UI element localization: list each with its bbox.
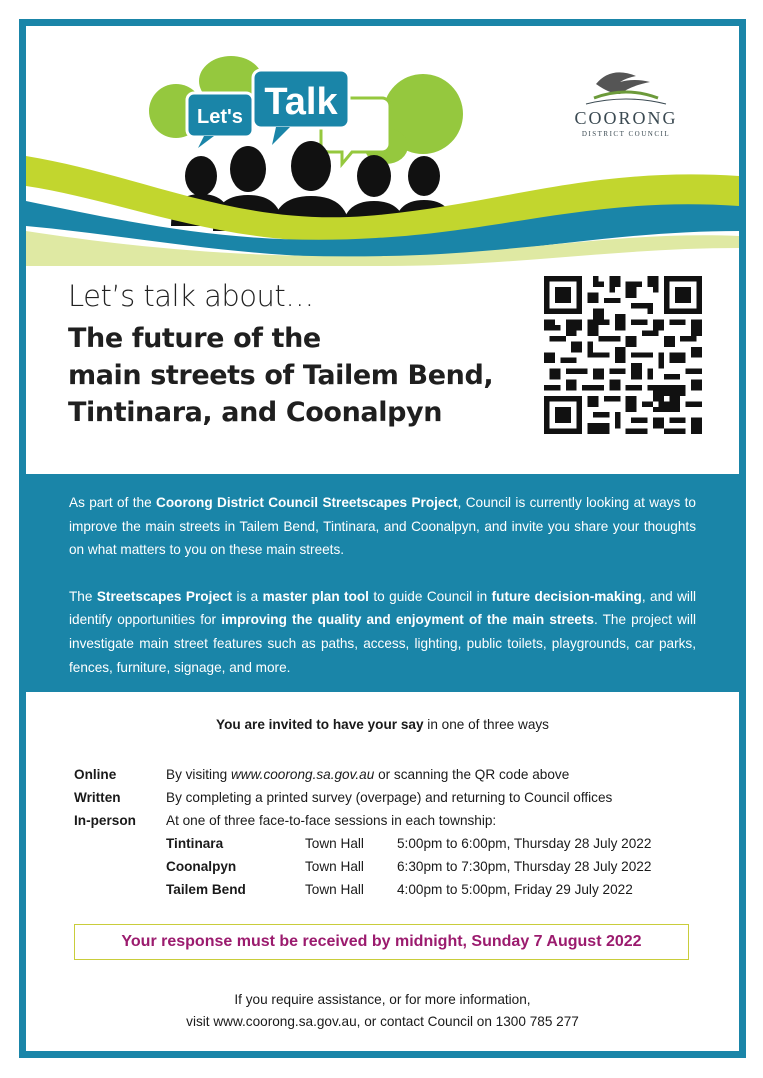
session-time: 5:00pm to 6:00pm, Thursday 28 July 2022 [397, 836, 652, 851]
ways-list [74, 763, 714, 901]
way-text: At one of three face-to-face sessions in each township: [166, 813, 497, 828]
session-row [166, 832, 714, 855]
sessions-table [166, 832, 714, 901]
lets-text: Let's [197, 106, 243, 128]
title-line: The future of the [68, 323, 321, 354]
assistance-info [26, 989, 739, 1033]
assist-line: If you require assistance, or for more information, [234, 992, 531, 1007]
session-time: 6:30pm to 7:30pm, Thursday 28 July 2022 [397, 859, 652, 874]
info-band [26, 474, 739, 692]
way-label: Online [74, 767, 117, 782]
title-line: main streets of Tailem Bend, [68, 360, 494, 391]
session-venue: Town Hall [305, 836, 364, 851]
title-line: Tintinara, and Coonalpyn [68, 397, 443, 428]
page-title [68, 320, 538, 431]
session-row [166, 878, 714, 901]
way-label: In-person [74, 813, 136, 828]
session-town: Tailem Bend [166, 882, 246, 897]
way-label: Written [74, 790, 121, 805]
poster [19, 19, 746, 1058]
qr-code[interactable] [544, 276, 702, 434]
way-written [74, 786, 714, 809]
talk-text: Talk [264, 81, 338, 123]
session-venue: Town Hall [305, 882, 364, 897]
logo-name: COORONG [574, 108, 678, 128]
way-text: By completing a printed survey (overpage) and returning to Council offices [166, 790, 613, 805]
assist-line: visit www.coorong.sa.gov.au, or contact Council on 1300 785 277 [186, 1014, 579, 1029]
way-online [74, 763, 714, 786]
council-logo [556, 62, 696, 152]
session-town: Tintinara [166, 836, 224, 851]
invite-heading: You are invited to have your say in one of three ways [216, 717, 549, 732]
pelican-icon [556, 62, 696, 108]
session-town: Coonalpyn [166, 859, 237, 874]
band-paragraph-2: The Streetscapes Project is a master plan tool to guide Council in future decision-making, and will identify opportunities for improving the quality and enjoyment of the main streets. The project will investigate main street features such as paths, access, lighting, public toilets, playgrounds, car parks, fences, furniture, signage, and more. [69, 588, 696, 675]
way-in-person [74, 809, 714, 832]
website-link[interactable]: www.coorong.sa.gov.au [230, 767, 375, 782]
session-row [166, 855, 714, 878]
band-paragraph-1: As part of the Coorong District Council Streetscapes Project, Council is currently looking at ways to improve the main streets in Tailem Bend, Tintinara, and Coonalpyn, and invite you share your thoughts on what matters to you on these main streets. [69, 495, 696, 558]
session-time: 4:00pm to 5:00pm, Friday 29 July 2022 [397, 882, 633, 897]
intro-heading: Let’s talk about… [68, 279, 314, 313]
logo-subtitle: DISTRICT COUNCIL [581, 130, 671, 138]
way-text: By visiting www.coorong.sa.gov.au or scanning the QR code above [166, 767, 570, 782]
session-venue: Town Hall [305, 859, 364, 874]
deadline-notice: Your response must be received by midnight, Sunday 7 August 2022 [74, 924, 689, 960]
